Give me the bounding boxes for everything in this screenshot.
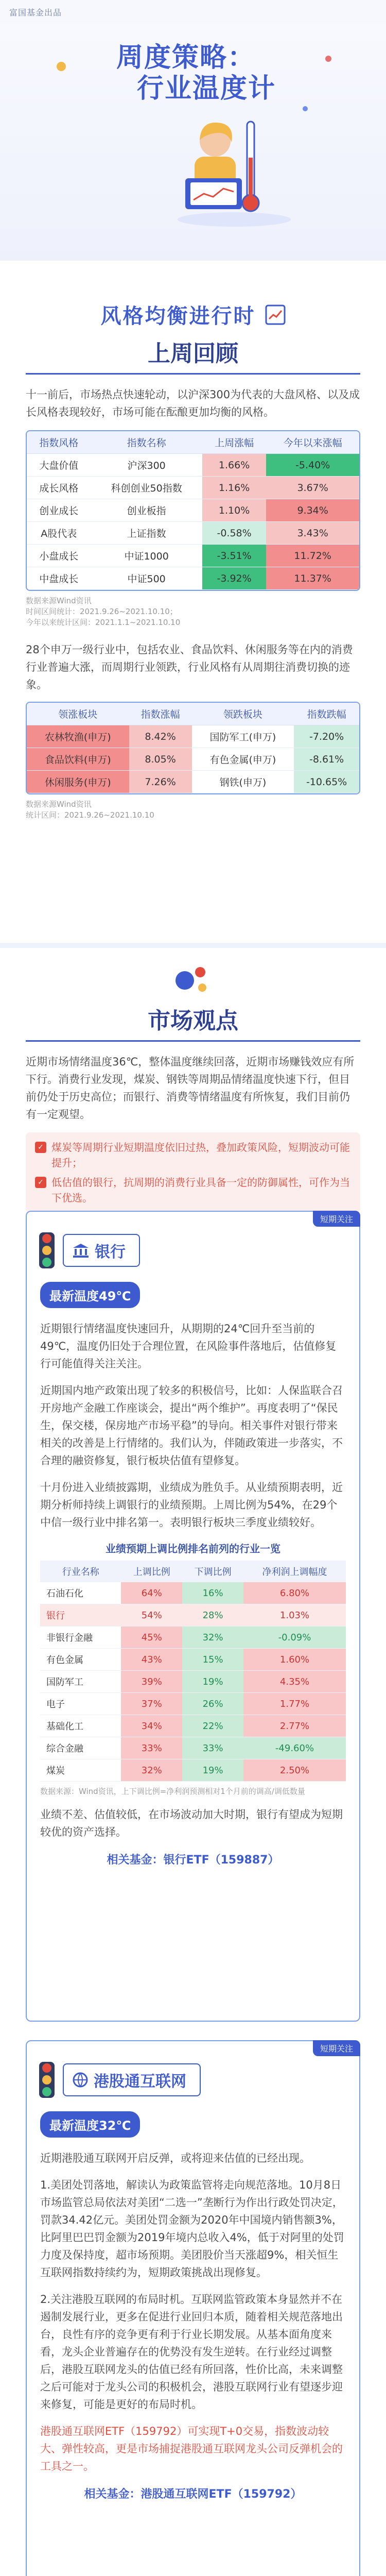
down-ratio-cell: 33% — [182, 1737, 243, 1759]
sector-label-box — [63, 2063, 201, 2096]
net-profit-change-cell: 1.77% — [243, 1693, 346, 1715]
related-fund: 相关基金：银行ETF（159887） — [107, 1854, 279, 1867]
th-ytd: 今年以来涨幅 — [266, 431, 359, 454]
index-name-cell: 沪深300 — [91, 454, 202, 477]
industry-name-cell: 电子 — [40, 1693, 121, 1715]
th-up: 领涨板块 — [27, 703, 129, 725]
sector-table — [26, 702, 360, 794]
net-profit-change-cell: 1.60% — [243, 1649, 346, 1671]
style-cell: 创业成长 — [27, 499, 91, 522]
industry-name-cell: 非银行金融 — [40, 1626, 121, 1649]
market-bullets — [26, 1132, 360, 1213]
net-profit-change-cell: 6.80% — [243, 1582, 346, 1604]
up-ratio-cell: 32% — [121, 1759, 182, 1782]
industry-name-cell: 煤炭 — [40, 1759, 121, 1782]
leading-down-value: -8.61% — [294, 748, 359, 771]
th-weekly: 上周涨幅 — [202, 431, 266, 454]
market-section — [26, 961, 360, 1213]
review-heading-rule — [26, 373, 360, 375]
style-index-row — [27, 522, 359, 545]
leading-up-sector: 农林牧渔(申万) — [27, 725, 129, 748]
style-index-row — [27, 567, 359, 590]
market-intro: 近期市场情绪温度36℃，整体温度继续回落，近期市场赚钱效应有所下行。消费行业发现，煤炭、钢铁等周期品情绪温度快速下行，但目前仍处于历史高位；而银行、消费等情绪温度有所恢复，我们目前仍有一定观望。 — [26, 1056, 355, 1121]
review-para2: 28个申万一级行业中，包括农业、食品饮料、休闲服务等在内的消费行业普遍大涨，而周期行业领跌，行业风格有从周期往消费切换的迹象。 — [26, 643, 353, 691]
forecast-row — [40, 1671, 346, 1693]
forecast-table — [40, 1561, 346, 1782]
style-index-row — [27, 477, 359, 499]
card-para: 近期银行情绪温度快速回升，从期期的24℃回升至当前的49℃，温度仍旧处于合理位置，在风险事件落地后，估值修复行可能值得关注关注。 — [40, 1323, 337, 1370]
leading-down-sector: 国防军工(申万) — [192, 725, 294, 748]
index-name-cell: 科创创业50指数 — [91, 477, 202, 499]
sector-row — [27, 725, 359, 748]
ytd-change-cell: 3.67% — [266, 477, 359, 499]
leading-down-sector: 有色金属(申万) — [192, 748, 294, 771]
card-para: 1.美团处罚落地，解读认为政策监管将走向规范落地。10月8日市场监管总局依法对美团“二选一”垄断行为作出行政处罚决定，罚款34.42亿元。美团处罚金额为2020年中国境内销售额3%，比阿里巴巴罚金额为2019年境内总收入4%，低于对阿里的处罚力度及保持度，超市场预期。美团股价当天涨超9%，相关恒生互联网指数持续约为，短期政策挑战出现修复。 — [40, 2179, 344, 2279]
weekly-change-cell: -3.51% — [202, 545, 266, 567]
review-heading: 上周回顾 — [148, 341, 238, 367]
index-name-cell: 上证指数 — [91, 522, 202, 545]
review-section — [26, 335, 360, 820]
style-header-row — [0, 300, 386, 329]
review-heading-box — [26, 335, 360, 375]
leading-up-value: 8.42% — [129, 725, 192, 748]
network-icon — [72, 2072, 89, 2088]
hero-title-line1: 周度策略： — [116, 42, 256, 73]
market-heading-rule — [26, 1040, 360, 1042]
card-head — [39, 2062, 201, 2098]
market-bullet — [35, 1175, 351, 1206]
up-ratio-cell: 33% — [121, 1737, 182, 1759]
forecast-row — [40, 1582, 346, 1604]
forecast-row — [40, 1649, 346, 1671]
net-profit-change-cell: -0.09% — [243, 1626, 346, 1649]
card-body — [40, 1320, 346, 1867]
th-style: 指数风格 — [27, 431, 91, 454]
card-body — [40, 2149, 346, 2501]
review-source-date2: 今年以来统计区间：2021.1.1~2021.10.10 — [26, 618, 181, 627]
up-ratio-cell: 34% — [121, 1715, 182, 1737]
ytd-change-cell: 3.43% — [266, 522, 359, 545]
review-source2-date: 统计区间：2021.9.26~2021.10.10 — [26, 810, 154, 820]
forecast-row — [40, 1737, 346, 1759]
down-ratio-cell: 22% — [182, 1715, 243, 1737]
bank-icon — [72, 1243, 90, 1258]
market-bullet-text: 煤炭等周期行业短期温度依旧过热，叠加政策风险，短期波动可能提升； — [51, 1141, 350, 1169]
hero-banner — [0, 24, 386, 261]
up-ratio-cell: 45% — [121, 1626, 182, 1649]
th-down: 领跌板块 — [192, 703, 294, 725]
sector-name: 银行 — [95, 1243, 126, 1261]
down-ratio-cell: 32% — [182, 1626, 243, 1649]
style-index-row — [27, 545, 359, 567]
style-cell: A股代表 — [27, 522, 91, 545]
industry-name-cell: 基础化工 — [40, 1715, 121, 1737]
down-ratio-cell: 26% — [182, 1693, 243, 1715]
style-cell: 中盘成长 — [27, 567, 91, 590]
style-cell: 成长风格 — [27, 477, 91, 499]
card-para: 业绩不差、估值较低，在市场波动加大时期，银行有望成为短期较优的资产选择。 — [40, 1808, 343, 1838]
review-source2: 数据来源Wind资讯 — [26, 800, 92, 809]
style-index-row — [27, 499, 359, 522]
net-profit-change-cell: -49.60% — [243, 1737, 346, 1759]
up-ratio-cell: 43% — [121, 1649, 182, 1671]
review-intro: 十一前后，市场热点快速轮动，以沪深300为代表的大盘风格、以及成长风格表现较好，市场可能在酝酿更加均衡的风格。 — [26, 388, 360, 418]
section-divider — [0, 943, 386, 948]
sector-card-hk-internet — [26, 2040, 360, 2576]
ytd-change-cell: 11.72% — [266, 545, 359, 567]
dots-icon — [172, 961, 214, 997]
style-header: 风格均衡进行时 — [100, 304, 256, 328]
industry-name-cell: 银行 — [40, 1604, 121, 1626]
industry-name-cell: 有色金属 — [40, 1649, 121, 1671]
down-ratio-cell: 19% — [182, 1671, 243, 1693]
sector-row — [27, 748, 359, 771]
bullet-icon: ✓ — [35, 1177, 46, 1188]
sector-name: 港股通互联网 — [94, 2073, 186, 2091]
style-cell: 小盘成长 — [27, 545, 91, 567]
card-para-highlight: 港股通互联网ETF（159792）可实现T+0交易，指数波动较大、弹性较高，更是市场捕捉港股通互联网龙头公司反弹机会的工具之一。 — [40, 2425, 343, 2472]
decor-dot — [303, 106, 308, 111]
hero-title-line2: 行业温度计 — [137, 73, 276, 104]
weekly-change-cell: 1.16% — [202, 477, 266, 499]
card-tag: 短期关注 — [313, 1211, 360, 1227]
net-profit-change-cell: 1.03% — [243, 1604, 346, 1626]
leading-down-value: -10.65% — [294, 771, 359, 793]
th-name: 指数名称 — [91, 431, 202, 454]
sector-label-box — [63, 1234, 140, 1267]
weekly-change-cell: 1.10% — [202, 499, 266, 522]
card-para: 十月份进入业绩披露期，业绩成为胜负手。从业绩预期表明，近期分析师持续上调银行的业绩预期。上周比例为54%，在29个中信一级行业中排名第一。表明银行板块三季度业绩较好。 — [40, 1481, 343, 1529]
index-name-cell: 中证500 — [91, 567, 202, 590]
industry-name-cell: 石油石化 — [40, 1582, 121, 1604]
traffic-light-icon — [39, 1232, 55, 1268]
traffic-light-icon — [39, 2062, 55, 2098]
leading-up-value: 7.26% — [129, 771, 192, 793]
market-heading: 市场观点 — [148, 1008, 238, 1034]
forecast-row — [40, 1759, 346, 1782]
forecast-row — [40, 1693, 346, 1715]
forecast-row — [40, 1604, 346, 1626]
decor-dot — [325, 56, 331, 62]
weekly-change-cell: -3.92% — [202, 567, 266, 590]
down-ratio-cell: 19% — [182, 1759, 243, 1782]
up-ratio-cell: 39% — [121, 1671, 182, 1693]
brand-strip — [0, 0, 386, 24]
temp-pill — [40, 1282, 140, 1308]
th-up-v: 指数涨幅 — [129, 703, 192, 725]
ytd-change-cell: -5.40% — [266, 454, 359, 477]
index-name-cell: 中证1000 — [91, 545, 202, 567]
chart-icon — [265, 304, 286, 325]
style-cell: 大盘价值 — [27, 454, 91, 477]
temp-pill — [40, 2111, 140, 2138]
forecast-row — [40, 1715, 346, 1737]
market-heading-box — [26, 1002, 360, 1042]
sector-row — [27, 771, 359, 793]
review-source-date: 时间区间统计：2021.9.26~2021.10.10； — [26, 607, 178, 616]
card-para: 近期港股通互联网开启反弹，或将迎来估值的已经出现。 — [40, 2152, 310, 2164]
weekly-change-cell: 1.66% — [202, 454, 266, 477]
ytd-change-cell: 11.37% — [266, 567, 359, 590]
weekly-change-cell: -0.58% — [202, 522, 266, 545]
th-industry: 行业名称 — [40, 1561, 121, 1582]
card-tag: 短期关注 — [313, 2040, 360, 2056]
style-index-table — [26, 430, 360, 591]
leading-up-value: 8.05% — [129, 748, 192, 771]
up-ratio-cell: 64% — [121, 1582, 182, 1604]
sector-card-bank — [26, 1211, 360, 2022]
leading-down-sector: 钢铁(申万) — [192, 771, 294, 793]
index-name-cell: 创业板指 — [91, 499, 202, 522]
down-ratio-cell: 28% — [182, 1604, 243, 1626]
style-index-row — [27, 454, 359, 477]
industry-name-cell: 综合金融 — [40, 1737, 121, 1759]
ytd-change-cell: 9.34% — [266, 499, 359, 522]
industry-name-cell: 国防军工 — [40, 1671, 121, 1693]
market-icon-row — [26, 961, 360, 997]
decor-dot — [57, 62, 66, 71]
related-fund: 相关基金：港股通互联网ETF（159792） — [84, 2488, 302, 2501]
th-net: 净利润上调幅度 — [243, 1561, 346, 1582]
leading-up-sector: 食品饮料(申万) — [27, 748, 129, 771]
th-down-ratio: 下调比例 — [182, 1561, 243, 1582]
hero-illustration — [170, 111, 299, 230]
market-bullet — [35, 1140, 351, 1171]
brand-label: 富国基金出品 — [9, 7, 62, 18]
down-ratio-cell: 15% — [182, 1649, 243, 1671]
forecast-table-title: 业绩预期上调比例排名前列的行业一览 — [106, 1543, 280, 1555]
th-down-v: 指数跌幅 — [294, 703, 359, 725]
down-ratio-cell: 16% — [182, 1582, 243, 1604]
bullet-icon: ✓ — [35, 1142, 46, 1153]
temp-value: 最新温度32℃ — [40, 2111, 140, 2138]
leading-up-sector: 休闲服务(申万) — [27, 771, 129, 793]
temp-value: 最新温度49℃ — [40, 1282, 140, 1308]
review-source: 数据来源Wind资讯 — [26, 596, 92, 605]
forecast-source: 数据来源：Wind资讯，上下调比例=净利润预测相对1个月前的调高/调低数量 — [40, 1787, 305, 1796]
net-profit-change-cell: 2.77% — [243, 1715, 346, 1737]
th-up-ratio: 上调比例 — [121, 1561, 182, 1582]
net-profit-change-cell: 4.35% — [243, 1671, 346, 1693]
net-profit-change-cell: 2.50% — [243, 1759, 346, 1782]
up-ratio-cell: 54% — [121, 1604, 182, 1626]
hero-title — [116, 42, 276, 104]
card-head — [39, 1232, 140, 1268]
card-para: 2.关注港股互联网的布局时机。互联网监管政策本身显然并不在遏制发展行业，更多在促进行业回归本质，随着相关规范落地出台，良性有序的竞争更有利于行业长期发展。从基本面角度来看，龙头企业普遍存在的优势没有发生逆转。在行业经过调整后，港股互联网龙头的估值已经有所回落，性价比高，未来调整之后可能对于龙头公司的积极机会，港股互联网行业有望逐步迎来修复，可能是更好的布局时机。 — [40, 2293, 343, 2411]
leading-down-value: -7.20% — [294, 725, 359, 748]
forecast-row — [40, 1626, 346, 1649]
market-bullet-text: 低估值的银行，抗周期的消费行业具备一定的防御属性，可作为当下优选。 — [51, 1176, 350, 1204]
card-para: 近期国内地产政策出现了较多的积极信号，比如：人保监联合召开房地产金融工作座谈会，提出“两个维护”。再度表明了“保民生，保交楼，保房地产市场平稳”的导向。相关事件对银行带来相关的改善是上行情绪的。我们认为，伴随政策进一步落实，不合理的融资修复，银行板块估值有望修复。 — [40, 1384, 343, 1467]
up-ratio-cell: 37% — [121, 1693, 182, 1715]
